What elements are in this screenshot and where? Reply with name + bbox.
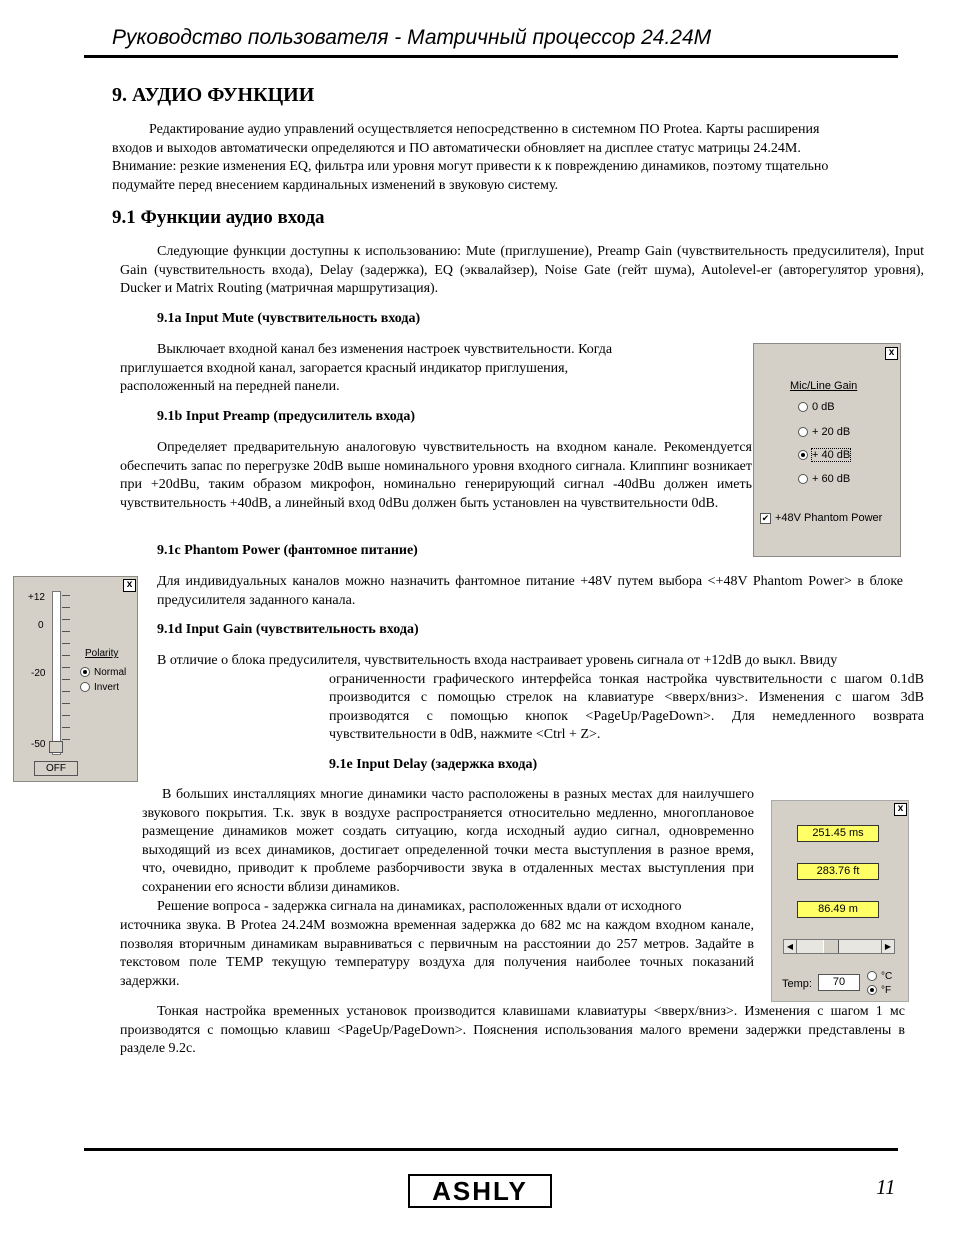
scroll-right-arrow-icon[interactable]: ▶ bbox=[881, 940, 894, 953]
s91a-line: приглушается входной канал, загорается красный индикатор приглушения, bbox=[120, 360, 569, 376]
scale-label: +12 bbox=[28, 592, 45, 603]
ashly-logo: ASHLY bbox=[408, 1174, 552, 1208]
s91a-line: расположенный на передней панели. bbox=[120, 379, 340, 395]
mic-line-gain-title: Mic/Line Gain bbox=[790, 380, 858, 392]
temp-label: Temp: bbox=[782, 978, 812, 990]
scroll-left-arrow-icon[interactable]: ◀ bbox=[784, 940, 797, 953]
input-gain-panel bbox=[13, 576, 138, 782]
polarity-title: Polarity bbox=[85, 648, 119, 659]
intro-line: входов и выходов автоматически определяются и ПО автоматически обновляет на дисплее статус матрицы 24.24M. bbox=[112, 140, 801, 156]
delay-ft-field[interactable]: 283.76 ft bbox=[797, 863, 879, 880]
radio-icon bbox=[80, 682, 90, 692]
scale-label: -20 bbox=[31, 668, 46, 679]
page-header: Руководство пользователя - Матричный процессор 24.24M bbox=[112, 26, 712, 49]
gain-option-40[interactable]: + 40 dB bbox=[798, 449, 850, 461]
polarity-normal[interactable]: Normal bbox=[80, 667, 126, 678]
radio-icon bbox=[798, 427, 808, 437]
s91e-p2-first: Решение вопроса - задержка сигнала на динамиках, расположенных вдали от исходного bbox=[157, 899, 682, 914]
s91b-text: Определяет предварительную аналоговую чувствительность на входном канале. Рекомендуется обеспечить запас по перегрузке 20dB выше номинального уровня входного сигнала. Клиппинг возникает при +20dBu, таким образом микрофон, номинально генерирующий сигнал -40dBu должен иметь чувствительность +40dB, а линейный вход 0dBu должен быть установлен на чувствительности 0dB. bbox=[120, 440, 752, 511]
footer-rule bbox=[84, 1148, 898, 1151]
phantom-power-checkbox[interactable]: ✔ +48V Phantom Power bbox=[761, 512, 883, 524]
fader-ticks bbox=[62, 595, 70, 745]
checkmark-icon: ✔ bbox=[761, 512, 770, 523]
gain-fader-handle[interactable] bbox=[49, 741, 63, 753]
intro-line: подумайте перед внесением кардинальных изменений в звуковую систему. bbox=[112, 177, 559, 193]
delay-scrollbar[interactable] bbox=[783, 939, 895, 954]
delay-close-button[interactable]: x bbox=[894, 803, 907, 816]
gain-close-button[interactable]: x bbox=[123, 579, 136, 592]
s91a-line: Выключает входной канал без изменения настроек чувствительности. Когда bbox=[157, 342, 613, 357]
unit-celsius[interactable]: °C bbox=[867, 971, 892, 982]
scale-label: -50 bbox=[31, 739, 46, 750]
section-9-1-text: Следующие функции доступны к использованию: Mute (приглушение), Preamp Gain (чувствительность предусилителя), Input Gain (чувствительность входа), Delay (задержка), EQ (эквалайзер), Noise Gate (гейт шума), Autolevel-er (авторегулятор уровня), Ducker и Matrix Routing (матричная маршрутизация). bbox=[120, 244, 924, 297]
section-9-1-title: 9.1 Функции аудио входа bbox=[112, 207, 325, 228]
gain-option-20[interactable]: + 20 dB bbox=[798, 426, 850, 438]
polarity-invert[interactable]: Invert bbox=[80, 682, 119, 693]
radio-selected-icon bbox=[798, 450, 808, 460]
s91e-p3: Тонкая настройка временных установок производится клавишами клавиатуры <вверх/вниз>. Изменения с шагом 1 мс производятся с помощью клавиш <PageUp/PageDown>. Пояснения использования малого времени задержки представлены в разделе 9.2c. bbox=[120, 1004, 905, 1057]
delay-ms-field[interactable]: 251.45 ms bbox=[797, 825, 879, 842]
radio-icon bbox=[798, 402, 808, 412]
scroll-thumb[interactable] bbox=[823, 940, 839, 953]
preamp-close-button[interactable]: x bbox=[885, 347, 898, 360]
gain-option-0[interactable]: 0 dB bbox=[798, 401, 835, 413]
gain-option-60[interactable]: + 60 dB bbox=[798, 473, 850, 485]
intro-line: Редактирование аудио управлений осуществляется непосредственно в системном ПО Protea. Карты расширения bbox=[149, 122, 820, 137]
delay-m-field[interactable]: 86.49 m bbox=[797, 901, 879, 918]
header-rule bbox=[84, 55, 898, 58]
s91e-p2: источника звука. В Protea 24.24M возможна временная задержка до 682 мс на каждом входном канале, позволяя вторичным динамикам выравниваться с первичным на расстоянии до 257 метров. Задайте в текстовом поле TEMP текущую температуру воздуха для получения наиболее точных показаний задержки. bbox=[120, 918, 754, 989]
delay-panel bbox=[771, 800, 909, 1002]
radio-icon bbox=[798, 474, 808, 484]
unit-fahrenheit[interactable]: °F bbox=[867, 985, 891, 996]
section-9-intro bbox=[112, 121, 912, 195]
s91a-text bbox=[120, 341, 740, 397]
s91b-title: 9.1b Input Preamp (предусилитель входа) bbox=[157, 409, 416, 424]
page-number: 11 bbox=[876, 1175, 896, 1199]
section-9-title: 9. АУДИО ФУНКЦИИ bbox=[112, 84, 315, 106]
s91e-p1: В больших инсталляциях многие динамики часто расположены в разных местах для наилучшего звукового покрытия. Т.к. звук в воздухе распространяется относительно медленно, многоплановое размещение динамиков может создать ситуацию, когда исходный аудио сигнал, одновременно выходящий из всех динамиков, достигает определенной точки места выступления в разное время, что, очевидно, приводит к проблеме разборчивости звука в отдаленных местах выступления при сохранении его ясности вблизи динамиков. bbox=[142, 787, 754, 895]
s91e-title: 9.1e Input Delay (задержка входа) bbox=[329, 757, 538, 772]
scale-label: 0 bbox=[38, 620, 44, 631]
gain-readout: OFF bbox=[34, 761, 78, 776]
gain-fader-track[interactable] bbox=[52, 591, 61, 755]
radio-selected-icon bbox=[80, 667, 90, 677]
preamp-panel bbox=[753, 343, 901, 557]
radio-icon bbox=[867, 971, 877, 981]
s91d-text: ограниченности графического интерфейса тонкая настройка чувствительности с шагом 0.1dB производится с помощью стрелок на клавиатуре <вверх/вниз>. Изменения с шагом 3dB производятся с помощью кнопок <PageUp/PageDown>. Для немедленного возврата чувствительности в 0dB, нажмите <Ctrl + Z>. bbox=[329, 671, 924, 743]
s91c-title: 9.1c Phantom Power (фантомное питание) bbox=[157, 543, 418, 558]
s91c-text: Для индивидуальных каналов можно назначить фантомное питание +48V путем выбора <+48V Phantom Power> в блоке предусилителя заданного канала. bbox=[157, 574, 903, 608]
intro-line: Внимание: резкие изменения EQ, фильтра или уровня могут привести к к повреждению динамиков, поэтому тщательно bbox=[112, 159, 829, 175]
s91d-title: 9.1d Input Gain (чувствительность входа) bbox=[157, 622, 419, 637]
radio-selected-icon bbox=[867, 985, 877, 995]
s91d-line1: В отличие о блока предусилителя, чувствительность входа настраивает уровень сигнала от +12dB до выкл. Ввиду bbox=[157, 653, 838, 668]
s91a-title: 9.1a Input Mute (чувствительность входа) bbox=[157, 311, 421, 326]
temp-input[interactable]: 70 bbox=[818, 974, 860, 991]
